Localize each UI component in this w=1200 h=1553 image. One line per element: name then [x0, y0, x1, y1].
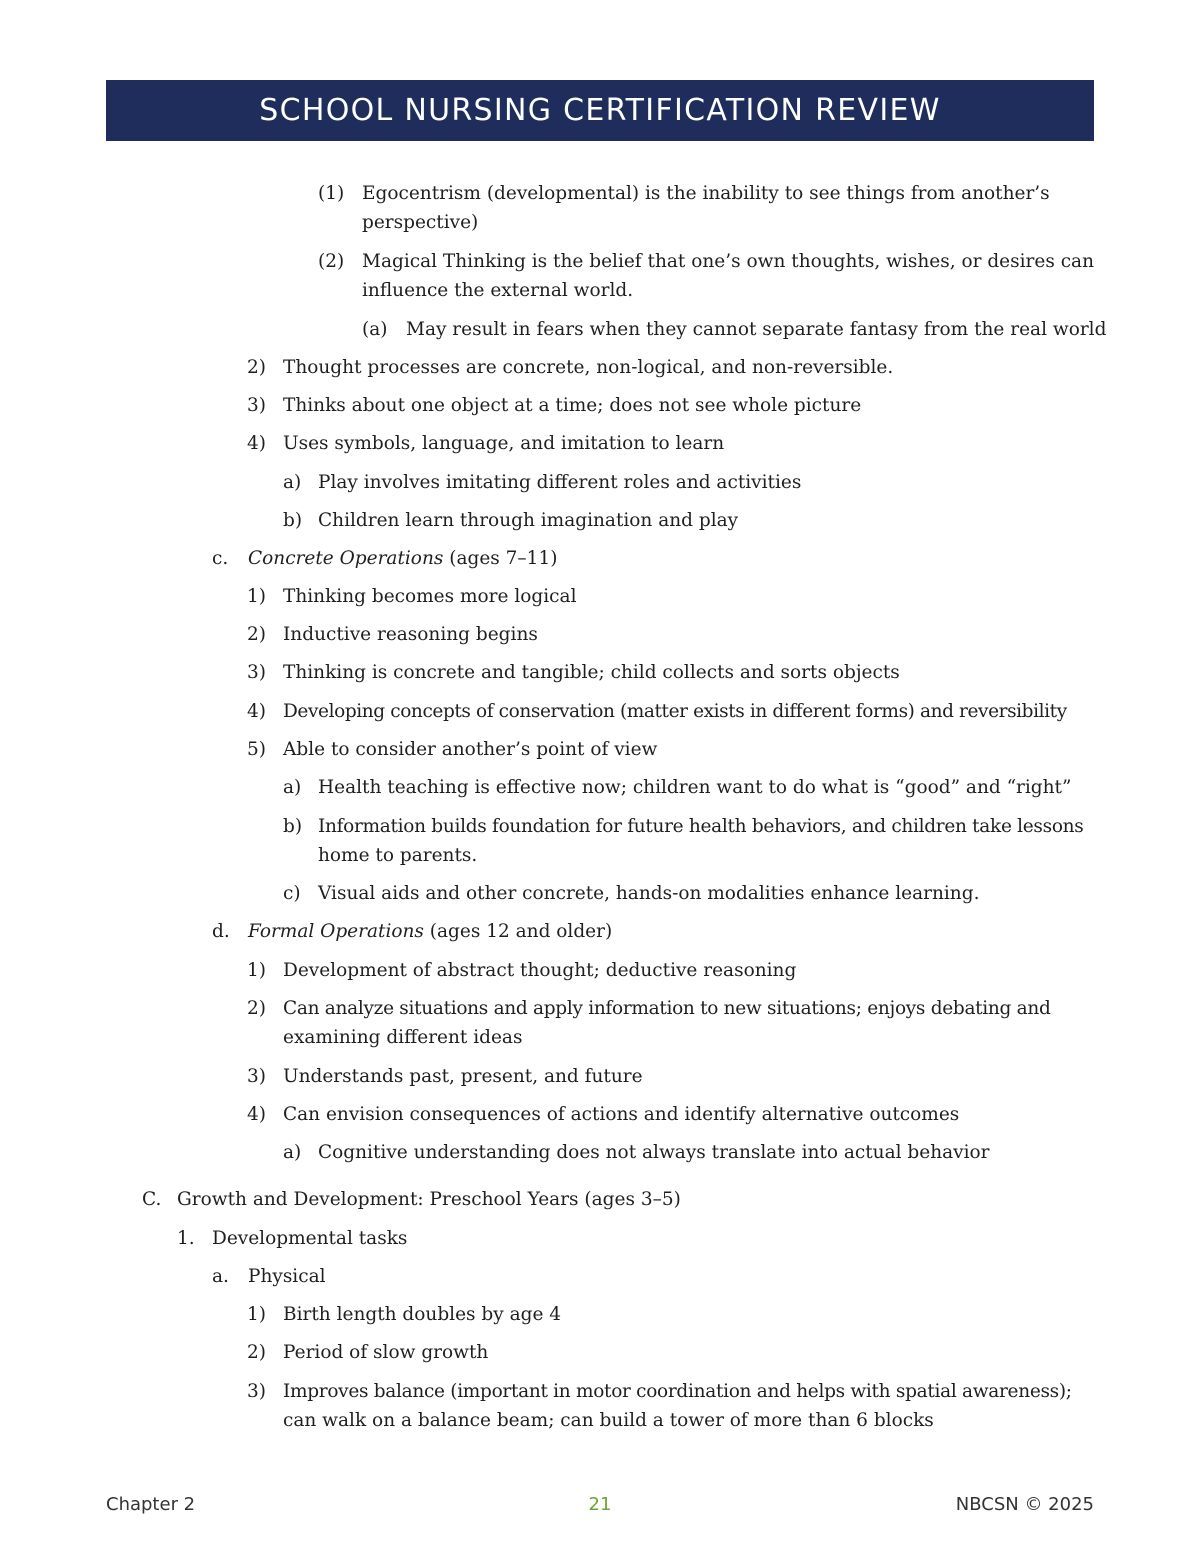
item-text: home to parents.: [318, 845, 478, 866]
item-label: 1): [247, 1304, 266, 1325]
item-text: Uses symbols, language, and imitation to learn: [283, 433, 725, 454]
item-label: 2): [247, 1342, 266, 1363]
item-text: Can envision consequences of actions and identify alternative outcomes: [283, 1104, 960, 1125]
item-label: (1): [318, 183, 345, 204]
item-text: Play involves imitating different roles and activities: [318, 472, 802, 493]
header-title: SCHOOL NURSING CERTIFICATION REVIEW: [259, 93, 941, 128]
item-text: Inductive reasoning begins: [283, 624, 538, 645]
item-label: 2): [247, 624, 266, 645]
item-text: Egocentrism (developmental) is the inability to see things from another’s: [362, 183, 1050, 204]
item-text: Period of slow growth: [283, 1342, 489, 1363]
item-label: a): [283, 1142, 302, 1163]
item-text: Thinking is concrete and tangible; child collects and sorts objects: [283, 662, 900, 683]
item-label: 1): [247, 960, 266, 981]
item-label: c): [283, 883, 301, 904]
item-text: perspective): [362, 212, 479, 233]
item-text: Magical Thinking is the belief that one’s own thoughts, wishes, or desires can: [362, 251, 1095, 272]
item-text: Health teaching is effective now; children want to do what is “good” and “right”: [318, 777, 1072, 798]
item-label: 5): [247, 739, 266, 760]
heading-rest: (ages 7–11): [443, 548, 558, 569]
item-text: Understands past, present, and future: [283, 1066, 643, 1087]
item-text: Birth length doubles by age 4: [283, 1304, 562, 1325]
item-label: 4): [247, 701, 266, 722]
item-text: Visual aids and other concrete, hands-on modalities enhance learning.: [318, 883, 980, 904]
item-text: examining different ideas: [283, 1027, 523, 1048]
item-label: b): [283, 510, 303, 531]
item-text: Improves balance (important in motor coordination and helps with spatial awareness);: [283, 1381, 1072, 1402]
item-text: [248, 917, 612, 947]
item-text: Growth and Development: Preschool Years (ages 3–5): [177, 1189, 681, 1210]
item-label: b): [283, 816, 303, 837]
item-text: Development of abstract thought; deductive reasoning: [283, 960, 797, 981]
item-label: a): [283, 777, 302, 798]
footer-page-number: 21: [588, 1494, 612, 1515]
item-label: (2): [318, 251, 345, 272]
item-label: 4): [247, 1104, 266, 1125]
header-banner: [106, 80, 1094, 141]
heading-italic: Concrete Operations: [248, 548, 444, 569]
item-label: 3): [247, 395, 266, 416]
item-label: a.: [212, 1266, 229, 1287]
item-label: (a): [362, 319, 388, 340]
footer-copyright: NBCSN © 2025: [955, 1494, 1094, 1515]
footer-chapter: Chapter 2: [106, 1494, 196, 1515]
item-text: Able to consider another’s point of view: [283, 739, 658, 760]
heading-rest: (ages 12 and older): [423, 921, 613, 942]
item-label: 3): [247, 1381, 266, 1402]
item-label: 3): [247, 662, 266, 683]
item-label: C.: [142, 1189, 162, 1210]
item-label: a): [283, 472, 302, 493]
item-label: 2): [247, 357, 266, 378]
item-text: Developmental tasks: [212, 1228, 408, 1249]
item-text: Developing concepts of conservation (matter exists in different forms) and reversibility: [283, 701, 1067, 722]
item-text: can walk on a balance beam; can build a tower of more than 6 blocks: [283, 1410, 934, 1431]
item-text: May result in fears when they cannot separate fantasy from the real world: [406, 319, 1107, 340]
item-label: 1): [247, 586, 266, 607]
item-text: Physical: [248, 1266, 326, 1287]
item-label: 4): [247, 433, 266, 454]
item-label: 1.: [177, 1228, 195, 1249]
item-label: c.: [212, 548, 229, 569]
item-text: Children learn through imagination and play: [318, 510, 739, 531]
item-text: Information builds foundation for future health behaviors, and children take lessons: [318, 816, 1084, 837]
item-label: 3): [247, 1066, 266, 1087]
heading-italic: Formal Operations: [248, 921, 424, 942]
item-label: d.: [212, 921, 230, 942]
item-text: Thinking becomes more logical: [283, 586, 577, 607]
item-text: influence the external world.: [362, 280, 634, 301]
item-text: Cognitive understanding does not always translate into actual behavior: [318, 1142, 990, 1163]
item-text: Can analyze situations and apply information to new situations; enjoys debating and: [283, 998, 1051, 1019]
item-text: [248, 544, 557, 574]
item-text: Thinks about one object at a time; does not see whole picture: [283, 395, 862, 416]
item-text: Thought processes are concrete, non-logical, and non-reversible.: [283, 357, 894, 378]
item-label: 2): [247, 998, 266, 1019]
